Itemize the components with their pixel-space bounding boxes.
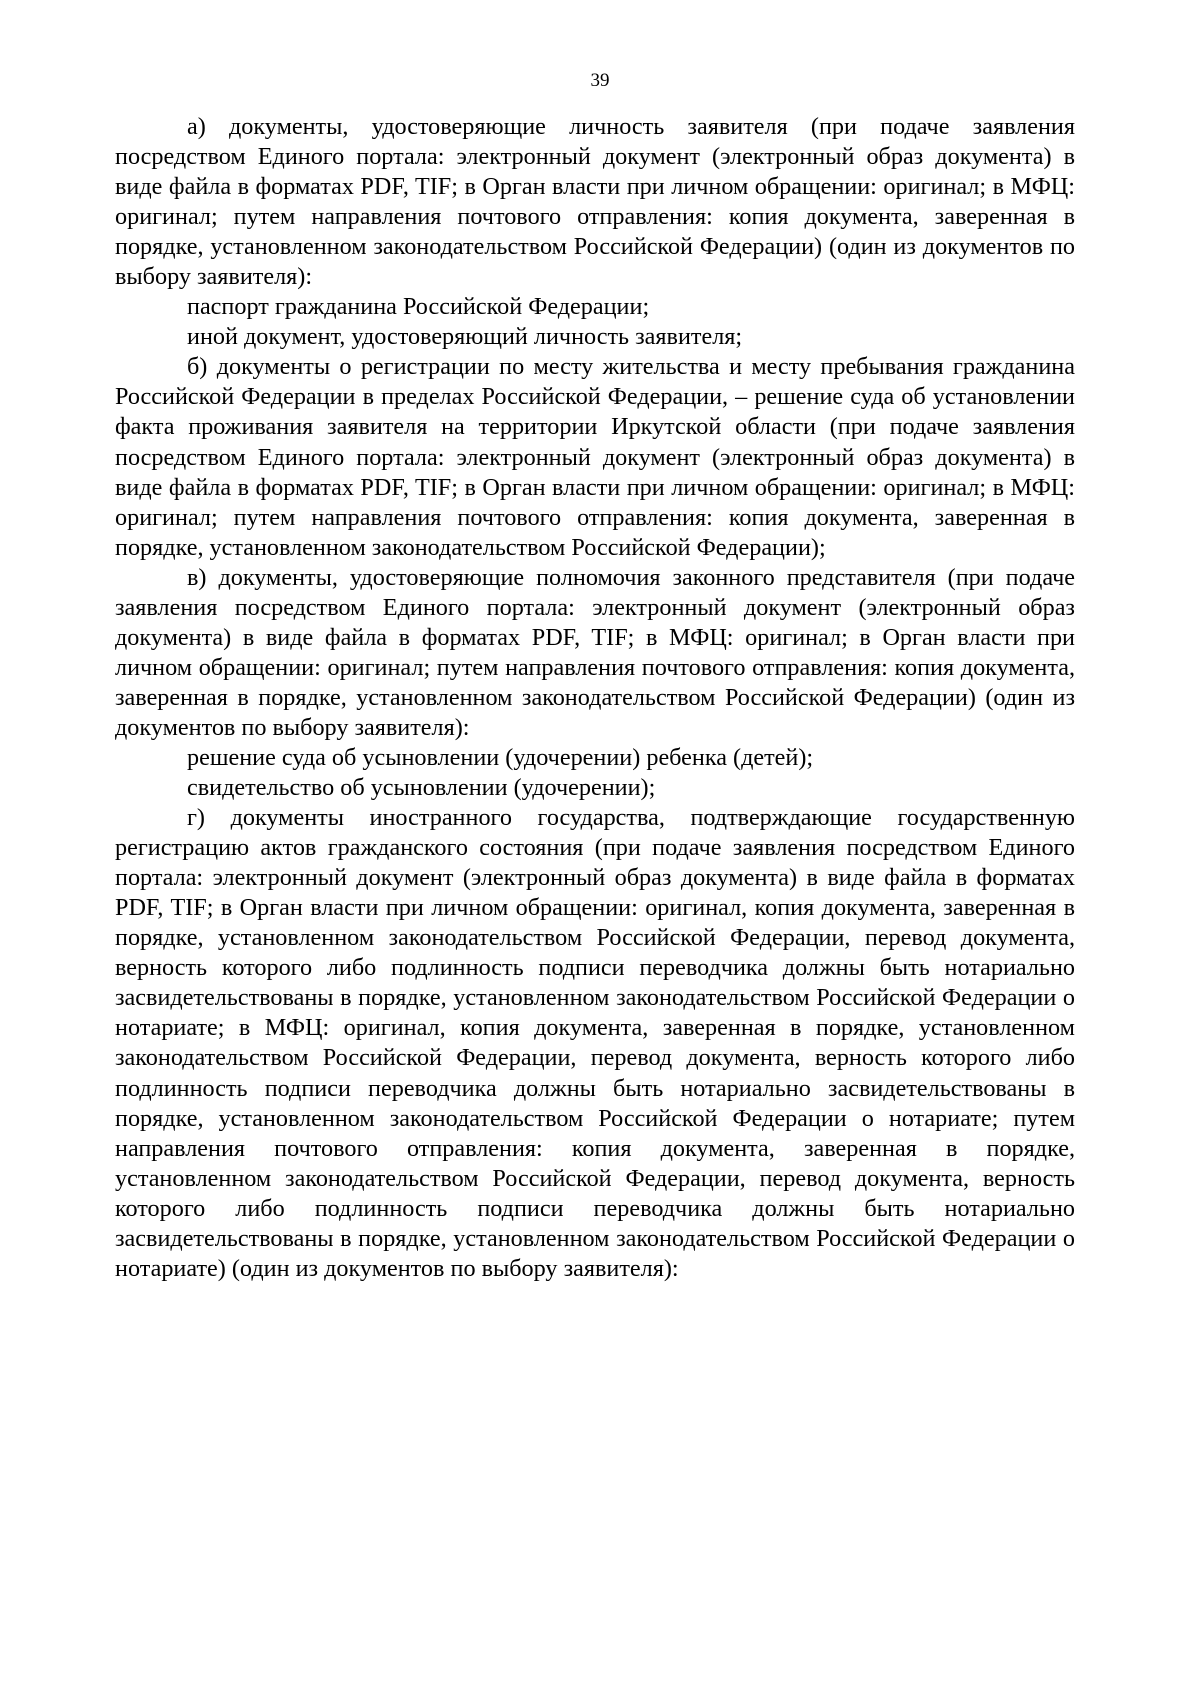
paragraph-item-g: г) документы иностранного государства, подтверждающие государственную регистрацию актов гражданского состояния (при подаче заявления посредством Единого портала: электронный документ (электронный образ документа) в виде файла в форматах PDF, TIF; в Орган власти при личном обращении: оригинал, копия документа, заверенная в порядке, установленном законодательством Российской Федерации, перевод документа, верность которого либо подлинность подписи переводчика должны быть нотариально засвидетельствованы в порядке, установленном законодательством Российской Федерации о нотариате; в МФЦ: оригинал, копия документа, заверенная в порядке, установленном законодательством Российской Федерации, перевод документа, верность которого либо подлинность подписи переводчика должны быть нотариально засвидетельствованы в порядке, установленном законодательством Российской Федерации о нотариате; путем направления почтового отправления: копия документа, заверенная в порядке, установленном законодательством Российской Федерации, перевод документа, верность которого либо подлинность подписи переводчика должны быть нотариально засвидетельствованы в порядке, установленном законодательством Российской Федерации о нотариате) (один из документов по выбору заявителя): xyxy=(115,804,1075,1282)
paragraph-adoption-certificate: свидетельство об усыновлении (удочерении); xyxy=(187,774,656,802)
paragraph-item-b: б) документы о регистрации по месту жительства и месту пребывания гражданина Российской Федерации в пределах Российской Федерации, – решение суда об установлении факта проживания заявителя на территории Иркутской области (при подаче заявления посредством Единого портала: электронный документ (электронный образ документа) в виде файла в форматах PDF, TIF; в Орган власти при личном обращении: оригинал; в МФЦ: оригинал; путем направления почтового отправления: копия документа, заверенная в порядке, установленном законодательством Российской Федерации); xyxy=(115,353,1075,561)
page-number: 39 xyxy=(590,70,610,91)
paragraph-passport: паспорт гражданина Российской Федерации; xyxy=(187,293,650,321)
paragraph-other-id: иной документ, удостоверяющий личность заявителя; xyxy=(187,323,743,351)
paragraph-item-v: в) документы, удостоверяющие полномочия законного представителя (при подаче заявления посредством Единого портала: электронный документ (электронный образ документа) в виде файла в форматах PDF, TIF; в МФЦ: оригинал; в Орган власти при личном обращении: оригинал; путем направления почтового отправления: копия документа, заверенная в порядке, установленном законодательством Российской Федерации) (один из документов по выбору заявителя): xyxy=(115,563,1075,741)
document-body xyxy=(115,112,1075,1284)
paragraph-item-a: а) документы, удостоверяющие личность заявителя (при подаче заявления посредством Единого портала: электронный документ (электронный образ документа) в виде файла в форматах PDF, TIF; в Орган власти при личном обращении: оригинал; в МФЦ: оригинал; путем направления почтового отправления: копия документа, заверенная в порядке, установленном законодательством Российской Федерации) (один из документов по выбору заявителя): xyxy=(115,113,1075,291)
paragraph-court-decision: решение суда об усыновлении (удочерении) ребенка (детей); xyxy=(187,743,814,771)
